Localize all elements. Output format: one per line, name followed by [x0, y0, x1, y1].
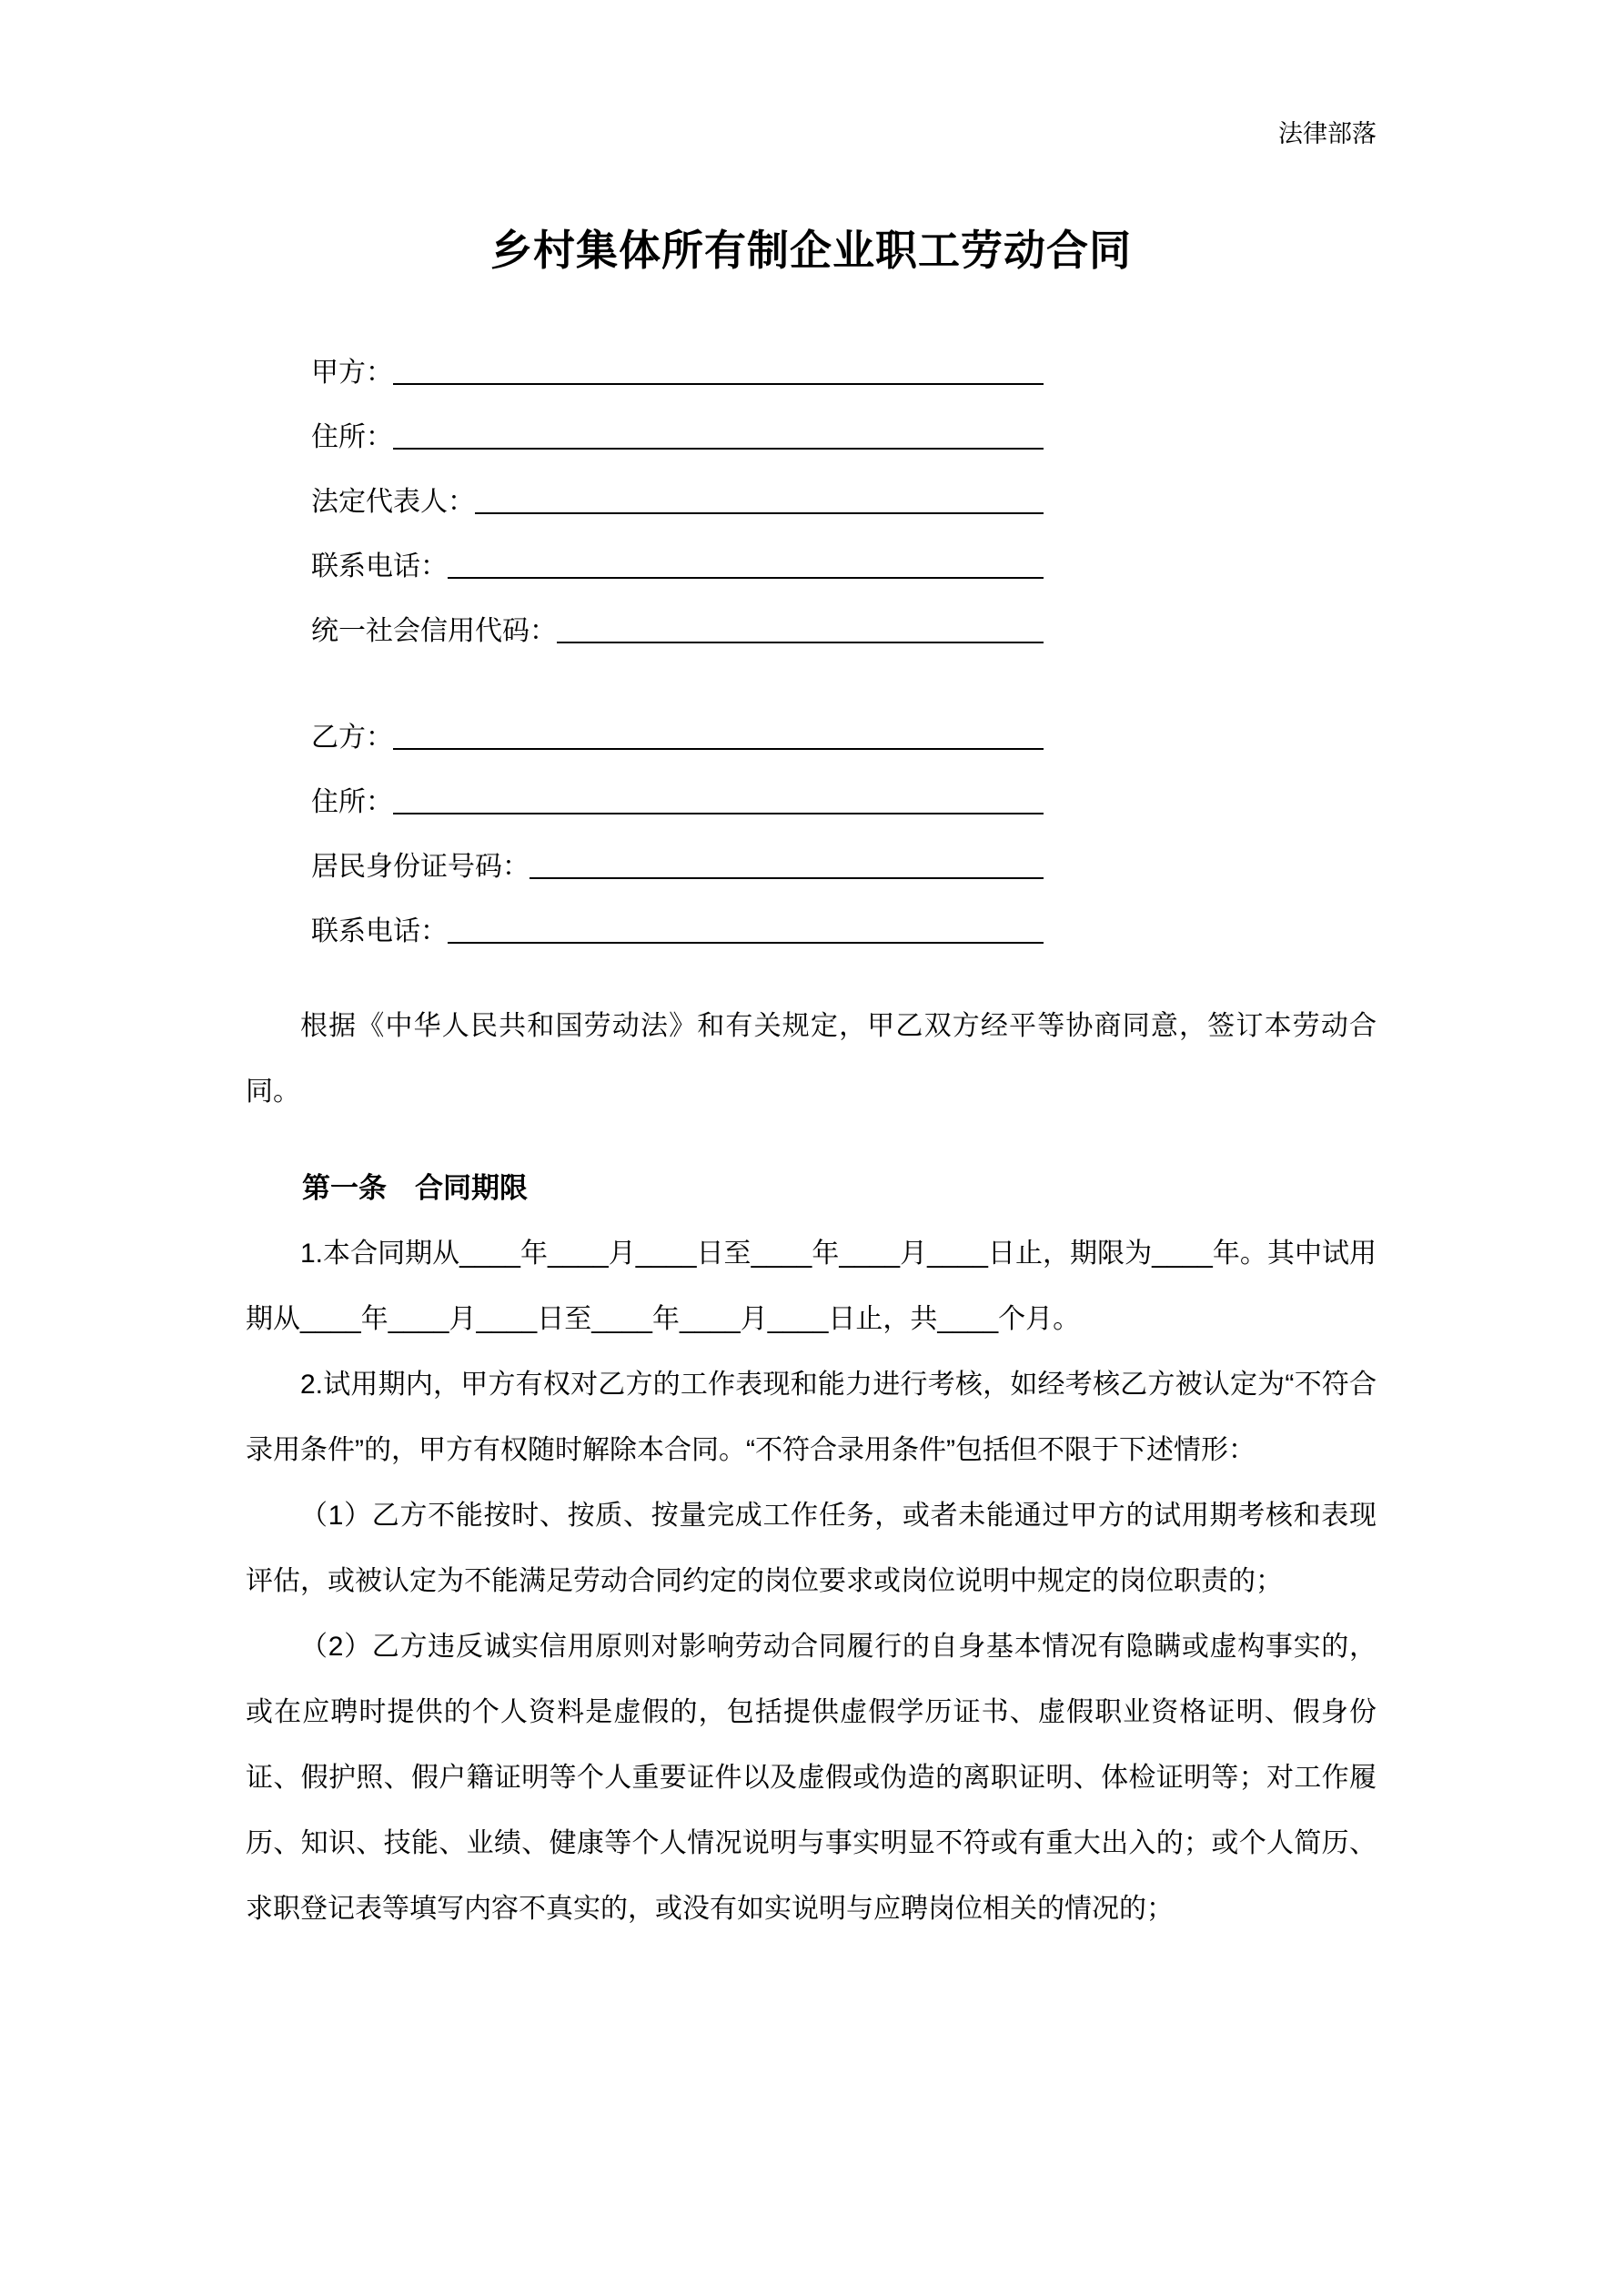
field-label-party-a-name: 甲方：: [311, 357, 393, 388]
party-a-info-section: [311, 325, 1044, 648]
brand-watermark: 法律部落: [1278, 120, 1377, 147]
blank-underline: [448, 570, 1044, 579]
section-1-clause-2-item-2: （2）乙方违反诚实信用原则对影响劳动合同履行的自身基本情况有隐瞒或虚构事实的，或在应聘时提供的个人资料是虚假的，包括提供虚假学历证书、虚假职业资格证明、假身份证、假护照、假户籍证明等个人重要证件以及虚假或伪造的离职证明、体检证明等；对工作履历、知识、技能、业绩、健康等个人情况说明与事实明显不符或有重大出入的；或个人简历、求职登记表等填写内容不真实的，或没有如实说明与应聘岗位相关的情况的；: [246, 1632, 1377, 1925]
blank-underline: [557, 634, 1044, 643]
blank-underline: [475, 505, 1044, 514]
field-label-party-a-legal-representative: 法定代表人：: [311, 486, 475, 517]
field-label-party-b-id-number: 居民身份证号码：: [311, 851, 530, 882]
blank-underline: [393, 805, 1044, 814]
field-label-party-b-phone: 联系电话：: [311, 915, 448, 946]
document-title: 乡村集体所有制企业职工劳动合同: [490, 227, 1132, 275]
blank-underline: [530, 870, 1044, 879]
field-label-party-b-address: 住所：: [311, 786, 393, 817]
blank-underline: [393, 741, 1044, 750]
section-1-clause-2-item-1: （1）乙方不能按时、按质、按量完成工作任务，或者未能通过甲方的试用期考核和表现评估，或被认定为不能满足劳动合同约定的岗位要求或岗位说明中规定的岗位职责的；: [246, 1501, 1377, 1597]
field-label-party-a-credit-code: 统一社会信用代码：: [311, 615, 557, 646]
field-row-party-a-legal-representative: [311, 454, 1044, 519]
section-1-heading: 第一条 合同期限: [302, 1172, 528, 1205]
field-row-party-a-address: [311, 389, 1044, 454]
intro-paragraph: 根据《中华人民共和国劳动法》和有关规定，甲乙双方经平等协商同意，签订本劳动合同。: [246, 1011, 1377, 1108]
section-1-clause-2: 2.试用期内，甲方有权对乙方的工作表现和能力进行考核，如经考核乙方被认定为“不符合录用条件”的，甲方有权随时解除本合同。“不符合录用条件”包括但不限于下述情形：: [246, 1370, 1377, 1466]
field-row-party-b-address: [311, 754, 1044, 819]
blank-underline: [393, 440, 1044, 450]
party-b-info-section: [311, 690, 1044, 948]
field-row-party-b-name: [311, 690, 1044, 754]
document-header: [246, 118, 1377, 150]
field-label-party-a-address: 住所：: [311, 421, 393, 452]
field-label-party-a-phone: 联系电话：: [311, 551, 448, 582]
field-row-party-a-credit-code: [311, 583, 1044, 648]
blank-underline: [393, 376, 1044, 385]
field-row-party-a-name: [311, 325, 1044, 389]
section-1-clause-1: 1.本合同期从____年____月____日至____年____月____日止，期限为____年。其中试用期从____年____月____日至____年____月____日止，共____个月。: [246, 1239, 1377, 1335]
blank-underline: [448, 935, 1044, 944]
field-row-party-b-phone: [311, 884, 1044, 948]
field-label-party-b-name: 乙方：: [311, 722, 393, 753]
field-row-party-b-id-number: [311, 819, 1044, 884]
field-row-party-a-phone: [311, 519, 1044, 583]
